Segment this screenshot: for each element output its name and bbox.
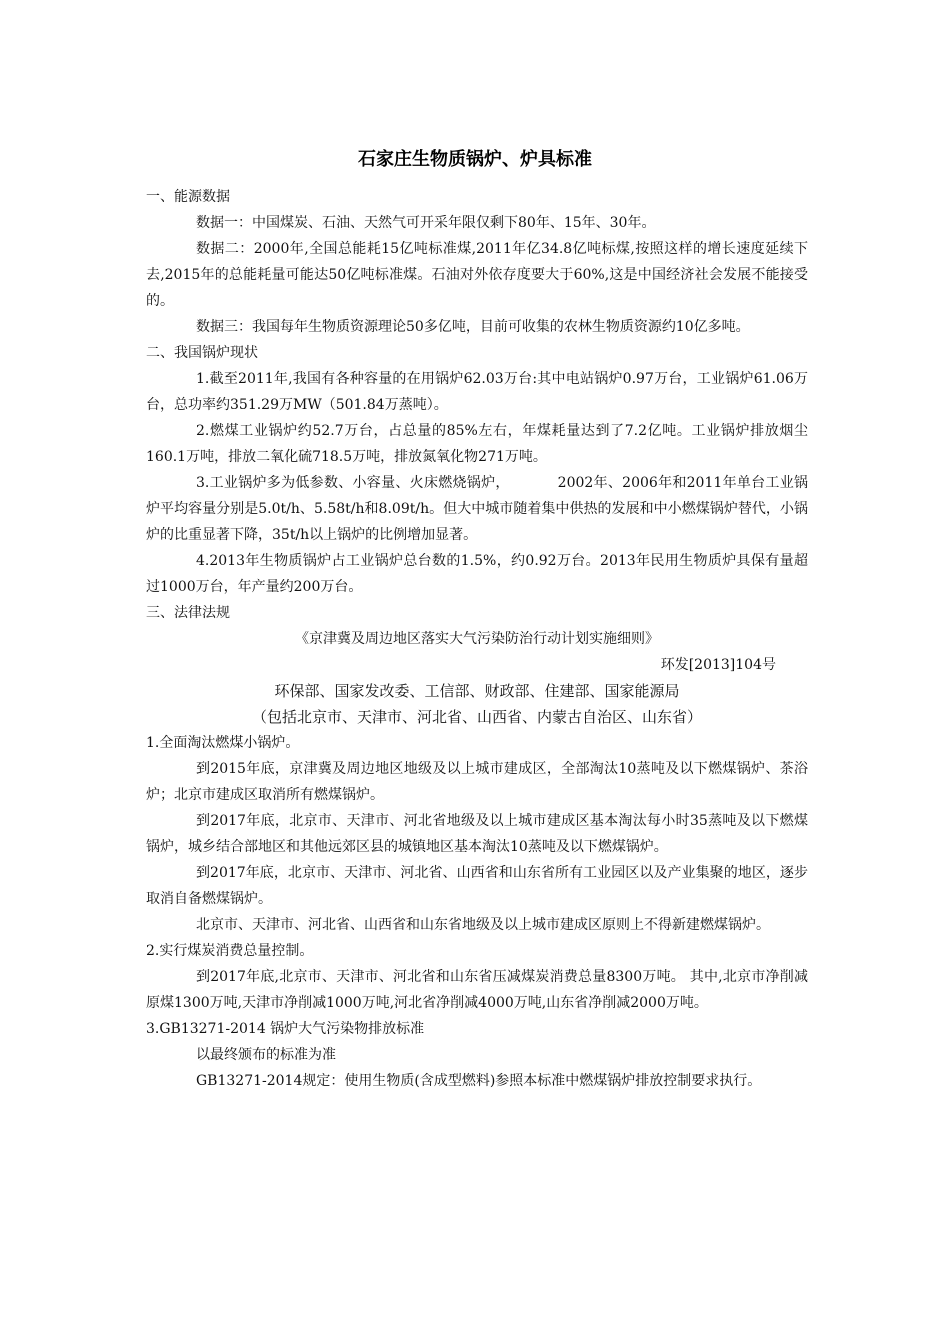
paragraph: GB13271-2014规定：使用生物质(含成型燃料)参照本标准中燃煤锅炉排放控制要求执行。 [196,1073,762,1089]
paragraph: 到2017年底，北京市、天津市、河北省地级及以上城市建成区基本淘汰每小时35蒸吨及以下燃煤锅炉，城乡结合部地区和其他远郊区县的城镇地区基本淘汰10蒸吨及以下燃煤锅炉。 [146,813,808,855]
section-heading-boiler-status: 二、我国锅炉现状 [146,345,258,361]
paragraph: 数据三：我国每年生物质资源理论50多亿吨，目前可收集的农林生物质资源约10亿多吨。 [196,319,750,335]
paragraph: 数据二：2000年,全国总能耗15亿吨标准煤,2011年亿34.8亿吨标煤,按照这样的增长速度延续下去,2015年的总能耗量可能达50亿吨标准煤。石油对外依存度要大于60%,这是中国经济社会发展不能接受的。 [146,241,808,309]
paragraph: 数据一：中国煤炭、石油、天然气可开采年限仅剩下80年、15年、30年。 [196,215,656,231]
item-heading: 1.全面淘汰燃煤小锅炉。 [146,735,300,751]
section-heading-energy-data: 一、能源数据 [146,189,230,205]
regulation-issuers: 环保部、国家发改委、工信部、财政部、住建部、国家能源局 [274,682,680,700]
regulation-title: 《京津冀及周边地区落实大气污染防治行动计划实施细则》 [295,631,659,647]
paragraph: 到2015年底，京津冀及周边地区地级及以上城市建成区，全部淘汰10蒸吨及以下燃煤锅炉、茶浴炉；北京市建成区取消所有燃煤锅炉。 [146,761,808,803]
item-heading: 3.GB13271-2014 锅炉大气污染物排放标准 [146,1021,425,1037]
item-heading: 2.实行煤炭消费总量控制。 [146,943,314,959]
paragraph: 到2017年底,北京市、天津市、河北省和山东省压减煤炭消费总量8300万吨。 其中,北京市净削减原煤1300万吨,天津市净削减1000万吨,河北省净削减4000万吨,山东省净削减2000万吨。 [146,969,808,1011]
paragraph-part: 2002年、2006年和2011年单台工业锅炉平均容量分别是5.0t/h、5.58t/h和8.09t/h。但大中城市随着集中供热的发展和中小燃煤锅炉替代，小锅炉的比重显著下降，35t/h以上锅炉的比例增加显著。 [146,475,808,543]
paragraph: 2.燃煤工业锅炉约52.7万台，占总量的85%左右，年煤耗量达到了7.2亿吨。工业锅炉排放烟尘160.1万吨，排放二氧化硫718.5万吨，排放氮氧化物271万吨。 [146,423,808,465]
paragraph: 1.截至2011年,我国有各种容量的在用锅炉62.03万台:其中电站锅炉0.97万台，工业锅炉61.06万台，总功率约351.29万MW（501.84万蒸吨）。 [146,371,808,413]
paragraph [146,470,808,548]
paragraph: 以最终颁布的标准为准 [196,1047,336,1063]
paragraph: 到2017年底，北京市、天津市、河北省、山西省和山东省所有工业园区以及产业集聚的地区，逐步取消自备燃煤锅炉。 [146,865,808,907]
section-heading-regulations: 三、法律法规 [146,605,230,621]
paragraph: 4.2013年生物质锅炉占工业锅炉总台数的1.5%，约0.92万台。2013年民用生物质炉具保有量超过1000万台，年产量约200万台。 [146,553,808,595]
regulation-number: 环发[2013]104号 [660,657,776,673]
paragraph-part: 3.工业锅炉多为低参数、小容量、火床燃烧锅炉， [196,475,510,491]
document-title: 石家庄生物质锅炉、炉具标准 [358,149,592,170]
paragraph: 北京市、天津市、河北省、山西省和山东省地级及以上城市建成区原则上不得新建燃煤锅炉。 [196,917,770,933]
document-body [146,184,808,1094]
regulation-regions: （包括北京市、天津市、河北省、山西省、内蒙古自治区、山东省） [251,708,702,726]
